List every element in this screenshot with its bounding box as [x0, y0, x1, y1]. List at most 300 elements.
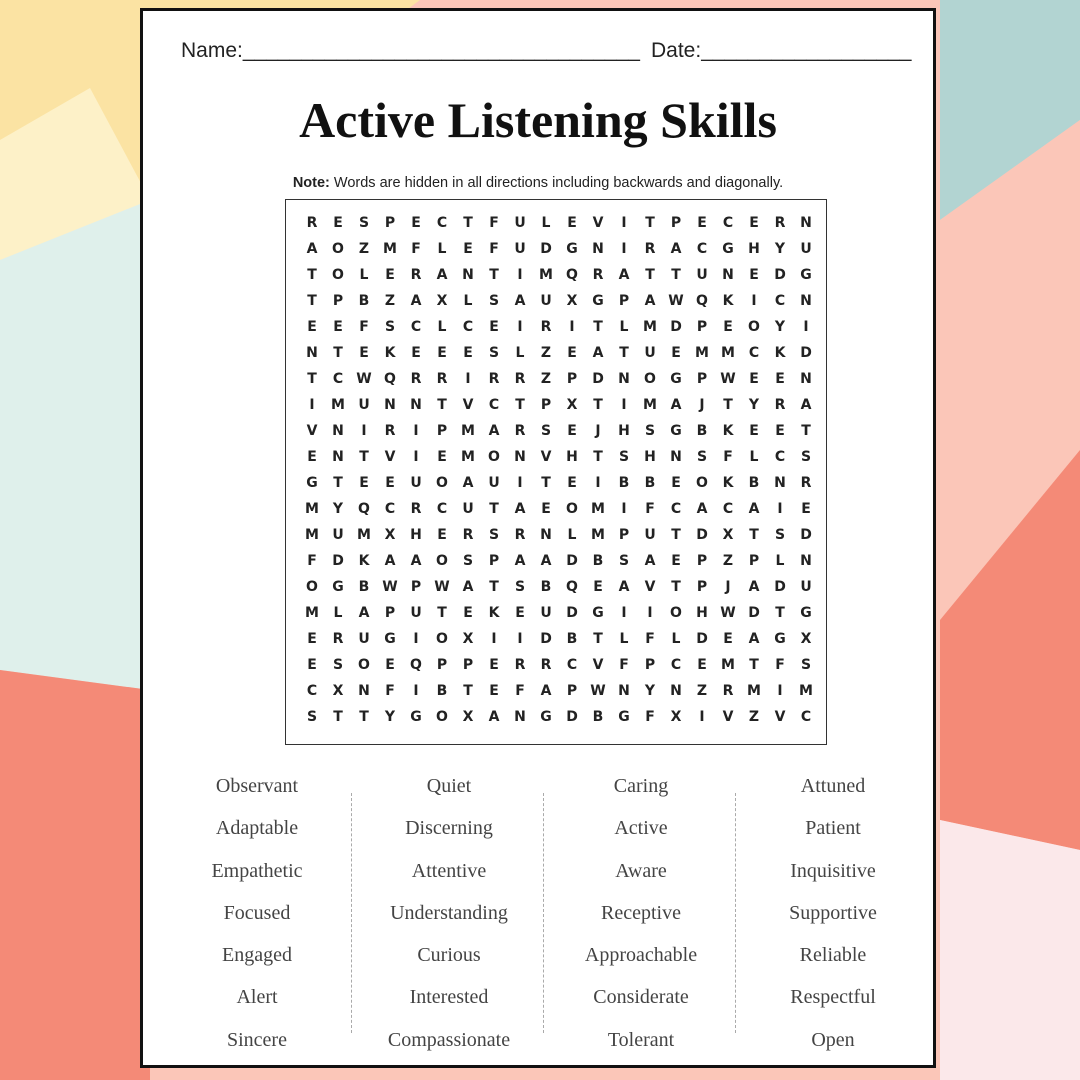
grid-letter[interactable]: R [514, 423, 526, 439]
grid-letter[interactable]: G [306, 475, 318, 491]
grid-letter[interactable]: T [489, 579, 499, 595]
grid-letter[interactable]: D [566, 553, 578, 569]
grid-letter[interactable]: C [774, 293, 786, 309]
grid-letter[interactable]: T [333, 475, 343, 491]
grid-letter[interactable]: A [696, 501, 708, 517]
grid-letter[interactable]: P [670, 215, 682, 231]
date-field-line[interactable]: Date:__________________ [651, 39, 912, 62]
grid-letter[interactable]: U [800, 579, 812, 595]
grid-letter[interactable]: H [566, 449, 578, 465]
grid-letter[interactable]: X [566, 293, 578, 309]
grid-letter[interactable]: H [644, 449, 656, 465]
grid-letter[interactable]: M [695, 345, 709, 361]
grid-letter[interactable]: O [436, 475, 448, 491]
grid-letter[interactable]: U [514, 241, 526, 257]
grid-letter[interactable]: O [306, 579, 318, 595]
grid-letter[interactable]: E [515, 605, 525, 621]
grid-letter[interactable]: A [514, 293, 526, 309]
grid-letter[interactable]: X [462, 709, 474, 725]
grid-letter[interactable]: V [540, 449, 552, 465]
grid-letter[interactable]: O [358, 657, 370, 673]
grid-letter[interactable]: R [410, 501, 422, 517]
grid-letter[interactable]: Z [540, 345, 552, 361]
grid-letter[interactable]: E [463, 241, 473, 257]
grid-letter[interactable]: T [463, 683, 473, 699]
grid-letter[interactable]: G [540, 709, 552, 725]
grid-letter[interactable]: S [618, 553, 630, 569]
grid-letter[interactable]: Z [540, 371, 552, 387]
grid-letter[interactable]: C [436, 215, 448, 231]
grid-letter[interactable]: N [774, 475, 786, 491]
grid-letter[interactable]: C [696, 241, 708, 257]
grid-letter[interactable]: N [462, 267, 474, 283]
grid-letter[interactable]: G [410, 709, 422, 725]
grid-letter[interactable]: Q [566, 267, 578, 283]
grid-letter[interactable]: C [722, 215, 734, 231]
grid-letter[interactable]: R [514, 657, 526, 673]
grid-letter[interactable]: B [696, 423, 708, 439]
grid-letter[interactable]: M [305, 605, 319, 621]
grid-letter[interactable]: C [800, 709, 812, 725]
grid-letter[interactable]: B [592, 553, 604, 569]
grid-letter[interactable]: F [307, 553, 317, 569]
grid-letter[interactable]: G [670, 423, 682, 439]
grid-letter[interactable]: Z [384, 293, 396, 309]
grid-letter[interactable]: A [462, 475, 474, 491]
grid-letter[interactable]: Q [410, 657, 422, 673]
grid-letter[interactable]: T [749, 657, 759, 673]
grid-letter[interactable]: I [491, 631, 497, 647]
grid-letter[interactable]: H [410, 527, 422, 543]
grid-letter[interactable]: L [359, 267, 369, 283]
grid-letter[interactable]: L [333, 605, 343, 621]
grid-letter[interactable]: N [514, 709, 526, 725]
grid-letter[interactable]: T [671, 267, 681, 283]
grid-letter[interactable]: I [309, 397, 315, 413]
grid-letter[interactable]: L [619, 319, 629, 335]
name-field-line[interactable]: Name:__________________________________ [181, 39, 640, 62]
grid-letter[interactable]: E [749, 215, 759, 231]
grid-letter[interactable]: D [592, 371, 604, 387]
grid-letter[interactable]: C [566, 657, 578, 673]
grid-letter[interactable]: I [413, 423, 419, 439]
grid-letter[interactable]: T [359, 449, 369, 465]
grid-letter[interactable]: T [489, 501, 499, 517]
grid-letter[interactable]: C [462, 319, 474, 335]
grid-letter[interactable]: U [540, 605, 552, 621]
grid-letter[interactable]: R [800, 475, 812, 491]
grid-letter[interactable]: W [720, 371, 736, 387]
grid-letter[interactable]: E [567, 475, 577, 491]
grid-letter[interactable]: M [383, 241, 397, 257]
grid-letter[interactable]: T [593, 631, 603, 647]
grid-letter[interactable]: D [566, 709, 578, 725]
grid-letter[interactable]: X [384, 527, 396, 543]
grid-letter[interactable]: T [333, 345, 343, 361]
grid-letter[interactable]: E [437, 527, 447, 543]
grid-letter[interactable]: J [699, 397, 705, 413]
grid-letter[interactable]: O [436, 553, 448, 569]
grid-letter[interactable]: Y [774, 241, 786, 257]
grid-letter[interactable]: I [517, 475, 523, 491]
grid-letter[interactable]: C [436, 501, 448, 517]
grid-letter[interactable]: G [722, 241, 734, 257]
grid-letter[interactable]: I [517, 631, 523, 647]
grid-letter[interactable]: E [437, 449, 447, 465]
grid-letter[interactable]: T [307, 371, 317, 387]
grid-letter[interactable]: R [436, 371, 448, 387]
grid-letter[interactable]: L [619, 631, 629, 647]
grid-letter[interactable]: L [437, 319, 447, 335]
grid-letter[interactable]: E [359, 345, 369, 361]
grid-letter[interactable]: D [696, 527, 708, 543]
grid-letter[interactable]: H [696, 605, 708, 621]
grid-letter[interactable]: V [722, 709, 734, 725]
grid-letter[interactable]: D [540, 631, 552, 647]
grid-letter[interactable]: I [517, 267, 523, 283]
grid-letter[interactable]: L [749, 449, 759, 465]
grid-letter[interactable]: A [540, 553, 552, 569]
grid-letter[interactable]: I [595, 475, 601, 491]
grid-letter[interactable]: J [595, 423, 601, 439]
grid-letter[interactable]: T [489, 267, 499, 283]
grid-letter[interactable]: A [410, 553, 422, 569]
grid-letter[interactable]: R [384, 423, 396, 439]
grid-letter[interactable]: I [413, 631, 419, 647]
grid-letter[interactable]: A [644, 293, 656, 309]
grid-letter[interactable]: A [748, 579, 760, 595]
grid-letter[interactable]: Y [384, 709, 396, 725]
grid-letter[interactable]: F [645, 709, 655, 725]
grid-letter[interactable]: T [671, 527, 681, 543]
grid-letter[interactable]: K [722, 423, 734, 439]
grid-letter[interactable]: P [696, 553, 708, 569]
grid-letter[interactable]: H [748, 241, 760, 257]
grid-letter[interactable]: I [621, 215, 627, 231]
grid-letter[interactable]: I [777, 501, 783, 517]
grid-letter[interactable]: L [775, 553, 785, 569]
grid-letter[interactable]: E [463, 605, 473, 621]
grid-letter[interactable]: T [801, 423, 811, 439]
grid-letter[interactable]: C [384, 501, 396, 517]
grid-letter[interactable]: U [514, 215, 526, 231]
grid-letter[interactable]: Y [774, 319, 786, 335]
grid-letter[interactable]: U [332, 527, 344, 543]
grid-letter[interactable]: A [670, 397, 682, 413]
grid-letter[interactable]: S [696, 449, 708, 465]
grid-letter[interactable]: A [644, 553, 656, 569]
grid-letter[interactable]: Q [566, 579, 578, 595]
grid-letter[interactable]: R [774, 397, 786, 413]
grid-letter[interactable]: L [567, 527, 577, 543]
grid-letter[interactable]: L [515, 345, 525, 361]
grid-letter[interactable]: P [384, 605, 396, 621]
grid-letter[interactable]: E [749, 371, 759, 387]
grid-letter[interactable]: F [645, 631, 655, 647]
grid-letter[interactable]: N [722, 267, 734, 283]
grid-letter[interactable]: F [645, 501, 655, 517]
grid-letter[interactable]: G [566, 241, 578, 257]
grid-letter[interactable]: A [748, 501, 760, 517]
grid-letter[interactable]: B [436, 683, 448, 699]
grid-letter[interactable]: T [645, 267, 655, 283]
grid-letter[interactable]: S [774, 527, 786, 543]
grid-letter[interactable]: G [800, 267, 812, 283]
grid-letter[interactable]: R [306, 215, 318, 231]
grid-letter[interactable]: U [410, 605, 422, 621]
grid-letter[interactable]: T [593, 397, 603, 413]
grid-letter[interactable]: K [722, 293, 734, 309]
grid-letter[interactable]: Z [722, 553, 734, 569]
grid-letter[interactable]: N [618, 371, 630, 387]
grid-letter[interactable]: E [593, 579, 603, 595]
grid-letter[interactable]: E [307, 631, 317, 647]
grid-letter[interactable]: E [307, 319, 317, 335]
grid-letter[interactable]: W [382, 579, 398, 595]
grid-letter[interactable]: S [800, 449, 812, 465]
grid-letter[interactable]: S [514, 579, 526, 595]
grid-letter[interactable]: C [670, 657, 682, 673]
grid-letter[interactable]: K [774, 345, 786, 361]
grid-letter[interactable]: T [515, 397, 525, 413]
grid-letter[interactable]: K [384, 345, 396, 361]
grid-letter[interactable]: E [567, 423, 577, 439]
grid-letter[interactable]: X [436, 293, 448, 309]
grid-letter[interactable]: P [410, 579, 422, 595]
grid-letter[interactable]: T [723, 397, 733, 413]
grid-letter[interactable]: E [801, 501, 811, 517]
grid-letter[interactable]: V [306, 423, 318, 439]
grid-letter[interactable]: Y [748, 397, 760, 413]
grid-letter[interactable]: R [722, 683, 734, 699]
grid-letter[interactable]: M [305, 527, 319, 543]
grid-letter[interactable]: D [774, 579, 786, 595]
grid-letter[interactable]: T [437, 397, 447, 413]
grid-letter[interactable]: C [332, 371, 344, 387]
grid-letter[interactable]: T [749, 527, 759, 543]
grid-letter[interactable]: S [332, 657, 344, 673]
grid-letter[interactable]: A [514, 553, 526, 569]
grid-letter[interactable]: E [489, 657, 499, 673]
grid-letter[interactable]: U [644, 345, 656, 361]
grid-letter[interactable]: F [411, 241, 421, 257]
grid-letter[interactable]: M [643, 319, 657, 335]
grid-letter[interactable]: N [592, 241, 604, 257]
grid-letter[interactable]: M [539, 267, 553, 283]
grid-letter[interactable]: R [410, 371, 422, 387]
grid-letter[interactable]: P [696, 319, 708, 335]
grid-letter[interactable]: Q [384, 371, 396, 387]
grid-letter[interactable]: N [800, 371, 812, 387]
grid-letter[interactable]: E [307, 449, 317, 465]
grid-letter[interactable]: R [514, 527, 526, 543]
grid-letter[interactable]: A [748, 631, 760, 647]
grid-letter[interactable]: L [541, 215, 551, 231]
grid-letter[interactable]: R [488, 371, 500, 387]
grid-letter[interactable]: N [410, 397, 422, 413]
grid-letter[interactable]: N [384, 397, 396, 413]
grid-letter[interactable]: A [488, 709, 500, 725]
grid-letter[interactable]: E [775, 371, 785, 387]
grid-letter[interactable]: A [436, 267, 448, 283]
grid-letter[interactable]: M [461, 449, 475, 465]
grid-letter[interactable]: G [332, 579, 344, 595]
grid-letter[interactable]: B [644, 475, 656, 491]
grid-letter[interactable]: I [751, 293, 757, 309]
grid-letter[interactable]: K [488, 605, 500, 621]
grid-letter[interactable]: E [437, 345, 447, 361]
grid-letter[interactable]: E [385, 475, 395, 491]
grid-letter[interactable]: F [385, 683, 395, 699]
grid-letter[interactable]: B [592, 709, 604, 725]
grid-letter[interactable]: E [671, 553, 681, 569]
grid-letter[interactable]: V [774, 709, 786, 725]
grid-letter[interactable]: N [618, 683, 630, 699]
grid-letter[interactable]: Z [696, 683, 708, 699]
grid-letter[interactable]: O [332, 267, 344, 283]
grid-letter[interactable]: M [357, 527, 371, 543]
grid-letter[interactable]: Z [358, 241, 370, 257]
grid-letter[interactable]: F [775, 657, 785, 673]
grid-letter[interactable]: E [697, 657, 707, 673]
grid-letter[interactable]: U [488, 475, 500, 491]
grid-letter[interactable]: S [384, 319, 396, 335]
grid-letter[interactable]: O [644, 371, 656, 387]
grid-letter[interactable]: E [723, 631, 733, 647]
grid-letter[interactable]: Q [358, 501, 370, 517]
grid-letter[interactable]: F [489, 241, 499, 257]
grid-letter[interactable]: L [463, 293, 473, 309]
grid-letter[interactable]: E [359, 475, 369, 491]
grid-letter[interactable]: E [749, 267, 759, 283]
grid-letter[interactable]: W [590, 683, 606, 699]
grid-letter[interactable]: N [332, 423, 344, 439]
grid-letter[interactable]: T [775, 605, 785, 621]
grid-letter[interactable]: B [618, 475, 630, 491]
grid-letter[interactable]: C [748, 345, 760, 361]
grid-letter[interactable]: I [361, 423, 367, 439]
grid-letter[interactable]: C [670, 501, 682, 517]
grid-letter[interactable]: P [618, 527, 630, 543]
grid-letter[interactable]: I [413, 449, 419, 465]
grid-letter[interactable]: V [462, 397, 474, 413]
grid-letter[interactable]: I [517, 319, 523, 335]
grid-letter[interactable]: M [799, 683, 813, 699]
grid-letter[interactable]: O [696, 475, 708, 491]
grid-letter[interactable]: F [515, 683, 525, 699]
grid-letter[interactable]: E [333, 319, 343, 335]
grid-letter[interactable]: U [540, 293, 552, 309]
grid-letter[interactable]: L [671, 631, 681, 647]
grid-letter[interactable]: I [699, 709, 705, 725]
grid-letter[interactable]: D [800, 345, 812, 361]
grid-letter[interactable]: D [566, 605, 578, 621]
grid-letter[interactable]: C [306, 683, 318, 699]
grid-letter[interactable]: O [566, 501, 578, 517]
grid-letter[interactable]: X [332, 683, 344, 699]
grid-letter[interactable]: O [488, 449, 500, 465]
grid-letter[interactable]: E [489, 683, 499, 699]
grid-letter[interactable]: T [437, 605, 447, 621]
grid-letter[interactable]: N [540, 527, 552, 543]
grid-letter[interactable]: T [333, 709, 343, 725]
grid-letter[interactable]: A [488, 423, 500, 439]
grid-letter[interactable]: P [644, 657, 656, 673]
grid-letter[interactable]: M [591, 527, 605, 543]
grid-letter[interactable]: M [331, 397, 345, 413]
grid-letter[interactable]: N [358, 683, 370, 699]
grid-letter[interactable]: S [488, 345, 500, 361]
grid-letter[interactable]: M [643, 397, 657, 413]
grid-letter[interactable]: H [618, 423, 630, 439]
grid-letter[interactable]: S [800, 657, 812, 673]
grid-letter[interactable]: P [436, 657, 448, 673]
grid-letter[interactable]: T [541, 475, 551, 491]
grid-letter[interactable]: T [619, 345, 629, 361]
grid-letter[interactable]: B [748, 475, 760, 491]
grid-letter[interactable]: E [411, 345, 421, 361]
grid-letter[interactable]: N [800, 215, 812, 231]
grid-letter[interactable]: R [332, 631, 344, 647]
grid-letter[interactable]: W [434, 579, 450, 595]
grid-letter[interactable]: X [670, 709, 682, 725]
grid-letter[interactable]: O [748, 319, 760, 335]
grid-letter[interactable]: N [800, 293, 812, 309]
grid-letter[interactable]: T [593, 319, 603, 335]
grid-letter[interactable]: A [540, 683, 552, 699]
grid-letter[interactable]: N [332, 449, 344, 465]
grid-letter[interactable]: I [465, 371, 471, 387]
grid-letter[interactable]: U [800, 241, 812, 257]
grid-letter[interactable]: S [540, 423, 552, 439]
grid-letter[interactable]: P [462, 657, 474, 673]
grid-letter[interactable]: F [619, 657, 629, 673]
grid-letter[interactable]: G [592, 293, 604, 309]
grid-letter[interactable]: T [593, 449, 603, 465]
grid-letter[interactable]: N [670, 449, 682, 465]
grid-letter[interactable]: Q [696, 293, 708, 309]
grid-letter[interactable]: R [540, 657, 552, 673]
grid-letter[interactable]: T [671, 579, 681, 595]
grid-letter[interactable]: B [540, 579, 552, 595]
grid-letter[interactable]: C [774, 449, 786, 465]
grid-letter[interactable]: B [358, 293, 370, 309]
grid-letter[interactable]: U [358, 397, 370, 413]
grid-letter[interactable]: U [462, 501, 474, 517]
grid-letter[interactable]: R [462, 527, 474, 543]
grid-letter[interactable]: A [410, 293, 422, 309]
grid-letter[interactable]: N [800, 553, 812, 569]
grid-letter[interactable]: E [749, 423, 759, 439]
grid-letter[interactable]: S [358, 215, 370, 231]
grid-letter[interactable]: A [514, 501, 526, 517]
grid-letter[interactable]: Y [644, 683, 656, 699]
grid-letter[interactable]: T [359, 709, 369, 725]
grid-letter[interactable]: I [413, 683, 419, 699]
grid-letter[interactable]: A [358, 605, 370, 621]
grid-letter[interactable]: A [592, 345, 604, 361]
grid-letter[interactable]: O [436, 631, 448, 647]
grid-letter[interactable]: Y [332, 501, 344, 517]
grid-letter[interactable]: M [461, 423, 475, 439]
grid-letter[interactable]: B [358, 579, 370, 595]
grid-letter[interactable]: U [358, 631, 370, 647]
grid-letter[interactable]: E [567, 215, 577, 231]
grid-letter[interactable]: Z [748, 709, 760, 725]
grid-letter[interactable]: E [671, 345, 681, 361]
grid-letter[interactable]: P [696, 371, 708, 387]
grid-letter[interactable]: U [410, 475, 422, 491]
